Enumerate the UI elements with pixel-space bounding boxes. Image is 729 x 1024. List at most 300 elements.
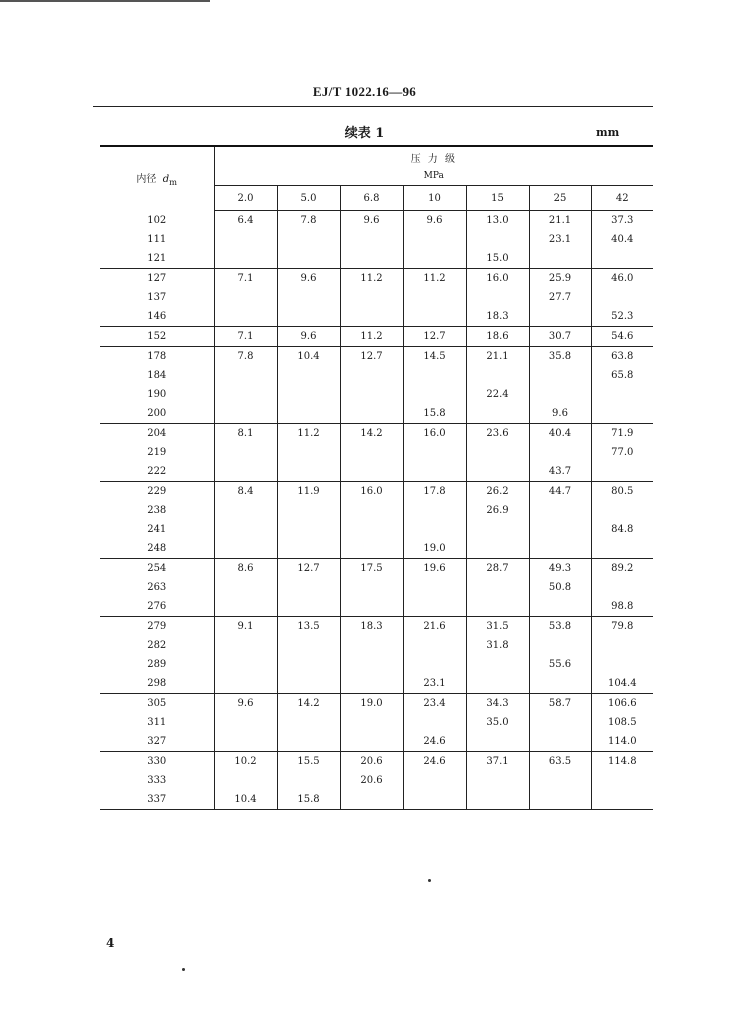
wall-value-cell	[529, 771, 591, 790]
wall-value-cell	[591, 462, 653, 482]
wall-value-cell: 37.1	[466, 752, 529, 772]
diameter-group	[100, 559, 653, 617]
wall-value-cell: 23.1	[403, 674, 466, 694]
wall-value-cell: 31.5	[466, 617, 529, 637]
inner-diameter-cell: 311	[147, 717, 167, 728]
wall-value-cell: 106.6	[591, 694, 653, 714]
wall-value-cell: 44.7	[529, 482, 591, 502]
table-row	[100, 211, 653, 231]
pressure-class-cell: 6.8	[340, 186, 403, 211]
pressure-class-cell: 10	[403, 186, 466, 211]
inner-diameter-cell: 152	[147, 331, 167, 342]
inner-diameter-label: 内径	[136, 174, 157, 186]
wall-value-cell: 108.5	[591, 713, 653, 732]
wall-value-cell	[403, 385, 466, 404]
inner-diameter-cell: 222	[147, 466, 167, 477]
wall-value-cell	[277, 539, 340, 559]
wall-value-cell	[591, 288, 653, 307]
table-row	[100, 462, 653, 482]
wall-value-cell	[340, 307, 403, 327]
table-row	[100, 752, 653, 772]
inner-diameter-cell: 204	[147, 428, 167, 439]
inner-diameter-cell: 279	[147, 621, 167, 632]
wall-value-cell: 30.7	[529, 327, 591, 347]
wall-value-cell	[214, 636, 277, 655]
inner-diameter-cell: 333	[147, 775, 167, 786]
wall-value-cell: 34.3	[466, 694, 529, 714]
wall-value-cell: 10.2	[214, 752, 277, 772]
wall-value-cell: 16.0	[340, 482, 403, 502]
wall-value-cell	[340, 655, 403, 674]
wall-value-cell: 55.6	[529, 655, 591, 674]
wall-value-cell: 98.8	[591, 597, 653, 617]
inner-diameter-cell: 219	[147, 447, 167, 458]
inner-diameter-cell: 305	[147, 698, 167, 709]
table-row	[100, 443, 653, 462]
wall-value-cell: 11.2	[403, 269, 466, 289]
table-row	[100, 307, 653, 327]
wall-value-cell	[529, 732, 591, 752]
inner-diameter-cell: 121	[147, 253, 167, 264]
wall-value-cell	[591, 249, 653, 269]
wall-value-cell	[214, 366, 277, 385]
wall-value-cell: 7.8	[277, 211, 340, 231]
wall-value-cell	[340, 462, 403, 482]
wall-value-cell: 7.8	[214, 347, 277, 367]
wall-value-cell: 49.3	[529, 559, 591, 579]
wall-value-cell	[466, 443, 529, 462]
scan-speck	[428, 879, 431, 882]
inner-diameter-cell: 238	[147, 505, 167, 516]
wall-value-cell	[277, 674, 340, 694]
wall-value-cell	[403, 713, 466, 732]
wall-value-cell: 13.5	[277, 617, 340, 637]
wall-value-cell: 54.6	[591, 327, 653, 347]
wall-value-cell	[591, 404, 653, 424]
wall-value-cell	[277, 578, 340, 597]
wall-value-cell	[403, 771, 466, 790]
wall-value-cell: 58.7	[529, 694, 591, 714]
wall-value-cell: 20.6	[340, 752, 403, 772]
table-caption: 续表 1	[344, 126, 385, 141]
inner-diameter-cell: 330	[147, 756, 167, 767]
inner-diameter-cell: 254	[147, 563, 167, 574]
wall-value-cell: 21.1	[529, 211, 591, 231]
wall-value-cell: 35.0	[466, 713, 529, 732]
wall-value-cell: 10.4	[214, 790, 277, 810]
wall-value-cell: 15.8	[403, 404, 466, 424]
table-row	[100, 790, 653, 810]
pressure-class-cell: 25	[529, 186, 591, 211]
table-row	[100, 636, 653, 655]
pressure-class-cell: 5.0	[277, 186, 340, 211]
table-row	[100, 482, 653, 502]
wall-value-cell: 23.6	[466, 424, 529, 444]
wall-value-cell: 53.8	[529, 617, 591, 637]
page-number: 4	[106, 936, 115, 950]
inner-diameter-cell: 190	[147, 389, 167, 400]
wall-value-cell	[466, 288, 529, 307]
inner-diameter-cell: 111	[147, 234, 167, 245]
wall-value-cell: 37.3	[591, 211, 653, 231]
table-row	[100, 347, 653, 367]
inner-diameter-cell: 276	[147, 601, 167, 612]
wall-value-cell	[403, 366, 466, 385]
wall-value-cell: 6.4	[214, 211, 277, 231]
diameter-symbol: d	[162, 174, 170, 186]
wall-value-cell	[591, 501, 653, 520]
wall-value-cell	[466, 771, 529, 790]
table-row	[100, 249, 653, 269]
wall-value-cell: 40.4	[529, 424, 591, 444]
inner-diameter-cell: 178	[147, 351, 167, 362]
wall-value-cell: 11.2	[340, 327, 403, 347]
inner-diameter-cell: 146	[147, 311, 167, 322]
wall-value-cell: 7.1	[214, 327, 277, 347]
wall-value-cell	[277, 655, 340, 674]
wall-value-cell	[529, 385, 591, 404]
wall-value-cell	[403, 462, 466, 482]
wall-value-cell: 9.1	[214, 617, 277, 637]
wall-value-cell	[214, 462, 277, 482]
wall-value-cell	[529, 636, 591, 655]
wall-value-cell: 27.7	[529, 288, 591, 307]
wall-value-cell: 18.3	[340, 617, 403, 637]
wall-value-cell	[591, 539, 653, 559]
wall-value-cell	[591, 655, 653, 674]
diameter-group	[100, 752, 653, 810]
wall-value-cell	[277, 636, 340, 655]
table-row	[100, 520, 653, 539]
wall-value-cell	[466, 674, 529, 694]
wall-value-cell	[591, 636, 653, 655]
wall-value-cell: 23.1	[529, 230, 591, 249]
inner-diameter-cell: 200	[147, 408, 167, 419]
wall-value-cell	[466, 732, 529, 752]
wall-value-cell	[340, 636, 403, 655]
wall-value-cell	[529, 520, 591, 539]
wall-value-cell: 22.4	[466, 385, 529, 404]
wall-value-cell: 19.6	[403, 559, 466, 579]
wall-value-cell: 43.7	[529, 462, 591, 482]
inner-diameter-cell: 282	[147, 640, 167, 651]
wall-value-cell	[403, 597, 466, 617]
wall-value-cell: 16.0	[466, 269, 529, 289]
table-row	[100, 404, 653, 424]
wall-value-cell: 26.9	[466, 501, 529, 520]
wall-value-cell: 8.4	[214, 482, 277, 502]
wall-value-cell	[214, 732, 277, 752]
table-row	[100, 617, 653, 637]
wall-value-cell	[277, 385, 340, 404]
diameter-group	[100, 347, 653, 424]
wall-value-cell	[466, 655, 529, 674]
wall-value-cell: 52.3	[591, 307, 653, 327]
wall-value-cell	[214, 385, 277, 404]
wall-value-cell: 12.7	[403, 327, 466, 347]
wall-value-cell: 114.8	[591, 752, 653, 772]
wall-value-cell	[277, 230, 340, 249]
wall-value-cell: 9.6	[277, 327, 340, 347]
wall-value-cell: 18.6	[466, 327, 529, 347]
table-row	[100, 230, 653, 249]
inner-diameter-cell: 127	[147, 273, 167, 284]
wall-value-cell	[591, 771, 653, 790]
wall-value-cell	[214, 539, 277, 559]
pressure-class-table	[100, 145, 653, 810]
wall-value-cell	[591, 385, 653, 404]
wall-value-cell: 79.8	[591, 617, 653, 637]
inner-diameter-cell: 229	[147, 486, 167, 497]
table-row	[100, 327, 653, 347]
table-row	[100, 771, 653, 790]
wall-value-cell: 9.6	[277, 269, 340, 289]
wall-value-cell: 9.6	[529, 404, 591, 424]
wall-value-cell	[214, 771, 277, 790]
pressure-class-cell: 2.0	[214, 186, 277, 211]
wall-value-cell	[466, 404, 529, 424]
wall-value-cell	[466, 578, 529, 597]
wall-value-cell	[403, 578, 466, 597]
wall-value-cell	[466, 520, 529, 539]
wall-value-cell	[529, 539, 591, 559]
table-row	[100, 424, 653, 444]
wall-value-cell	[466, 366, 529, 385]
wall-value-cell	[340, 288, 403, 307]
wall-value-cell	[277, 520, 340, 539]
wall-value-cell	[466, 539, 529, 559]
wall-value-cell: 50.8	[529, 578, 591, 597]
wall-value-cell: 65.8	[591, 366, 653, 385]
wall-value-cell	[466, 230, 529, 249]
wall-value-cell: 71.9	[591, 424, 653, 444]
wall-value-cell	[403, 501, 466, 520]
inner-diameter-cell: 248	[147, 543, 167, 554]
wall-value-cell: 11.2	[340, 269, 403, 289]
wall-value-cell	[529, 713, 591, 732]
wall-value-cell	[403, 288, 466, 307]
wall-value-cell	[277, 713, 340, 732]
wall-value-cell	[277, 443, 340, 462]
inner-diameter-cell: 184	[147, 370, 167, 381]
diameter-group	[100, 327, 653, 347]
wall-value-cell: 63.5	[529, 752, 591, 772]
wall-value-cell	[277, 249, 340, 269]
wall-value-cell	[403, 443, 466, 462]
wall-value-cell: 14.2	[277, 694, 340, 714]
pressure-class-cell: 42	[591, 186, 653, 211]
wall-value-cell: 20.6	[340, 771, 403, 790]
wall-value-cell	[591, 578, 653, 597]
diameter-group	[100, 482, 653, 559]
wall-value-cell	[214, 674, 277, 694]
wall-value-cell	[340, 732, 403, 752]
wall-value-cell	[277, 307, 340, 327]
wall-value-cell	[340, 790, 403, 810]
wall-value-cell: 18.3	[466, 307, 529, 327]
wall-value-cell	[277, 732, 340, 752]
wall-value-cell: 8.6	[214, 559, 277, 579]
table-row	[100, 578, 653, 597]
wall-value-cell: 9.6	[403, 211, 466, 231]
wall-value-cell: 9.6	[340, 211, 403, 231]
table-row	[100, 501, 653, 520]
wall-value-cell	[529, 307, 591, 327]
wall-value-cell: 12.7	[340, 347, 403, 367]
inner-diameter-cell: 241	[147, 524, 167, 535]
table-row	[100, 288, 653, 307]
wall-value-cell	[214, 404, 277, 424]
table-row	[100, 597, 653, 617]
wall-value-cell: 77.0	[591, 443, 653, 462]
standard-code-header: EJ/T 1022.16—96	[312, 84, 417, 99]
table-row	[100, 385, 653, 404]
wall-value-cell: 15.5	[277, 752, 340, 772]
wall-value-cell: 24.6	[403, 752, 466, 772]
wall-value-cell: 26.2	[466, 482, 529, 502]
wall-value-cell	[340, 366, 403, 385]
pressure-class-cell: 15	[466, 186, 529, 211]
wall-value-cell	[529, 501, 591, 520]
unit-label: mm	[596, 126, 620, 139]
inner-diameter-header	[100, 146, 214, 211]
wall-value-cell	[214, 578, 277, 597]
wall-value-cell: 14.5	[403, 347, 466, 367]
wall-value-cell	[340, 713, 403, 732]
wall-value-cell	[340, 230, 403, 249]
wall-value-cell	[214, 230, 277, 249]
wall-value-cell	[214, 713, 277, 732]
wall-value-cell	[403, 230, 466, 249]
wall-value-cell: 104.4	[591, 674, 653, 694]
wall-value-cell	[214, 501, 277, 520]
wall-value-cell: 15.0	[466, 249, 529, 269]
wall-value-cell	[277, 462, 340, 482]
diameter-subscript: m	[169, 177, 178, 188]
wall-value-cell	[529, 674, 591, 694]
wall-value-cell: 114.0	[591, 732, 653, 752]
wall-value-cell	[403, 655, 466, 674]
wall-value-cell	[340, 404, 403, 424]
wall-value-cell: 16.0	[403, 424, 466, 444]
wall-value-cell: 40.4	[591, 230, 653, 249]
table-row	[100, 539, 653, 559]
wall-value-cell	[214, 307, 277, 327]
wall-value-cell	[403, 790, 466, 810]
wall-value-cell	[529, 790, 591, 810]
table-row	[100, 674, 653, 694]
wall-value-cell: 23.4	[403, 694, 466, 714]
wall-value-cell	[340, 443, 403, 462]
inner-diameter-cell: 263	[147, 582, 167, 593]
table-row	[100, 694, 653, 714]
diameter-group	[100, 694, 653, 752]
inner-diameter-cell: 102	[147, 214, 167, 226]
inner-diameter-cell: 137	[147, 292, 167, 303]
inner-diameter-cell: 327	[147, 736, 167, 747]
wall-value-cell	[277, 771, 340, 790]
wall-value-cell	[403, 636, 466, 655]
wall-value-cell: 35.8	[529, 347, 591, 367]
wall-value-cell	[340, 249, 403, 269]
pressure-class-header: 压 力 级	[214, 146, 653, 167]
wall-value-cell: 19.0	[340, 694, 403, 714]
wall-value-cell: 63.8	[591, 347, 653, 367]
inner-diameter-cell: 289	[147, 659, 167, 670]
wall-value-cell	[340, 674, 403, 694]
wall-value-cell	[466, 597, 529, 617]
wall-value-cell	[340, 539, 403, 559]
inner-diameter-cell: 337	[100, 790, 214, 810]
wall-value-cell: 80.5	[591, 482, 653, 502]
wall-value-cell	[340, 578, 403, 597]
header-rule	[93, 106, 653, 107]
wall-value-cell: 17.5	[340, 559, 403, 579]
wall-value-cell	[214, 249, 277, 269]
inner-diameter-cell: 298	[147, 678, 167, 689]
wall-value-cell: 15.8	[277, 790, 340, 810]
wall-value-cell: 19.0	[403, 539, 466, 559]
wall-value-cell	[214, 443, 277, 462]
wall-value-cell	[214, 288, 277, 307]
wall-value-cell	[277, 404, 340, 424]
wall-value-cell	[340, 385, 403, 404]
wall-value-cell: 84.8	[591, 520, 653, 539]
table-row	[100, 713, 653, 732]
scan-speck	[182, 968, 185, 971]
wall-value-cell: 12.7	[277, 559, 340, 579]
wall-value-cell	[340, 501, 403, 520]
wall-value-cell	[277, 288, 340, 307]
wall-value-cell	[277, 597, 340, 617]
table-row	[100, 269, 653, 289]
wall-value-cell	[403, 249, 466, 269]
wall-value-cell: 10.4	[277, 347, 340, 367]
wall-value-cell: 11.9	[277, 482, 340, 502]
pressure-unit-header: MPa	[214, 167, 653, 186]
wall-value-cell	[591, 790, 653, 810]
wall-value-cell	[403, 307, 466, 327]
wall-value-cell	[529, 249, 591, 269]
wall-value-cell	[277, 366, 340, 385]
diameter-group	[100, 211, 653, 269]
wall-value-cell	[529, 366, 591, 385]
wall-value-cell	[277, 501, 340, 520]
wall-value-cell	[340, 520, 403, 539]
wall-value-cell: 25.9	[529, 269, 591, 289]
wall-value-cell	[529, 597, 591, 617]
wall-value-cell	[214, 655, 277, 674]
table-row	[100, 655, 653, 674]
wall-value-cell	[466, 462, 529, 482]
table-row	[100, 559, 653, 579]
wall-value-cell	[466, 790, 529, 810]
diameter-group	[100, 424, 653, 482]
wall-value-cell: 17.8	[403, 482, 466, 502]
wall-value-cell: 28.7	[466, 559, 529, 579]
wall-value-cell	[214, 597, 277, 617]
wall-value-cell: 7.1	[214, 269, 277, 289]
wall-value-cell: 9.6	[214, 694, 277, 714]
wall-value-cell	[214, 520, 277, 539]
wall-value-cell: 24.6	[403, 732, 466, 752]
wall-value-cell: 21.6	[403, 617, 466, 637]
scan-edge-line	[0, 0, 210, 2]
diameter-group	[100, 269, 653, 327]
wall-value-cell: 89.2	[591, 559, 653, 579]
table-row	[100, 732, 653, 752]
wall-value-cell: 31.8	[466, 636, 529, 655]
